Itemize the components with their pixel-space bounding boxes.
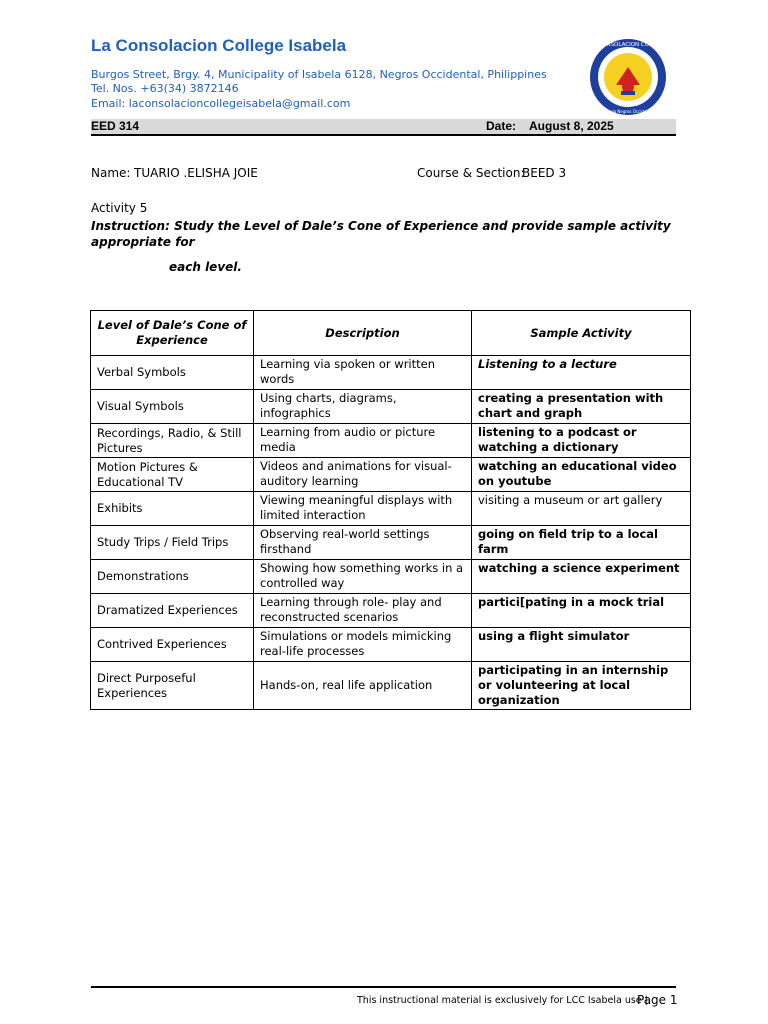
description-cell: Showing how something works in a controlled way [254,560,472,594]
description-cell: Using charts, diagrams, infographics [254,390,472,424]
description-cell: Learning via spoken or written words [254,356,472,390]
table-row [91,594,691,628]
activity-cell: going on field trip to a local farm [472,526,691,560]
activity-title: Activity 5 [91,201,148,215]
activity-cell: participating in an internship or volunteering at local organization [472,662,691,710]
activity-cell: watching an educational video on youtube [472,458,691,492]
activity-cell: listening to a podcast or watching a dictionary [472,424,691,458]
cone-of-experience-table [90,310,691,710]
table-row [91,526,691,560]
seal-subtext: Isabela Negros Occidental [601,109,655,114]
description-cell: Learning from audio or picture media [254,424,472,458]
date-value: August 8, 2025 [529,119,614,133]
level-cell: Dramatized Experiences [91,594,254,628]
level-cell: Exhibits [91,492,254,526]
level-cell: Contrived Experiences [91,628,254,662]
instruction-text: Instruction: Study the Level of Dale’s Cone of Experience and provide sample activity appropriate for [91,219,671,249]
level-cell: Motion Pictures & Educational TV [91,458,254,492]
course-code: EED 314 [91,119,140,133]
footer-divider [91,986,676,988]
description-cell: Learning through role- play and reconstructed scenarios [254,594,472,628]
table-row [91,560,691,594]
table-row [91,662,691,710]
college-address: Burgos Street, Brgy. 4, Municipality of Isabela 6128, Negros Occidental, Philippines [91,68,547,81]
course-section-value: BEED 3 [522,166,567,180]
seal-text: LA CONSOLACION COLLEGE [589,42,667,48]
level-cell: Study Trips / Field Trips [91,526,254,560]
header-sample-activity: Sample Activity [472,311,691,356]
level-cell: Visual Symbols [91,390,254,424]
college-tel: Tel. Nos. +63(34) 3872146 [91,82,239,95]
table-row [91,492,691,526]
name-value: TUARIO .ELISHA JOIE [134,166,258,180]
description-cell: Viewing meaningful displays with limited interaction [254,492,472,526]
course-section-label: Course & Section: [417,166,525,180]
table-row [91,356,691,390]
college-seal-icon [588,37,668,117]
instruction-text-cont: each level. [169,260,242,274]
level-cell: Direct Purposeful Experiences [91,662,254,710]
description-cell: Videos and animations for visual-auditory learning [254,458,472,492]
table-row [91,628,691,662]
footer-note: This instructional material is exclusively for LCC Isabela use | [357,995,648,1006]
date-label: Date: [486,119,517,133]
table-row [91,458,691,492]
description-cell: Observing real-world settings firsthand [254,526,472,560]
activity-cell: using a flight simulator [472,628,691,662]
header-description: Description [254,311,472,356]
description-cell: Simulations or models mimicking real-life processes [254,628,472,662]
level-cell: Verbal Symbols [91,356,254,390]
activity-cell: creating a presentation with chart and graph [472,390,691,424]
activity-cell: watching a science experiment [472,560,691,594]
table-row [91,390,691,424]
table-row [91,424,691,458]
table-header-row [91,311,691,356]
college-name: La Consolacion College Isabela [91,36,347,55]
activity-cell: partici[pating in a mock trial [472,594,691,628]
description-cell: Hands-on, real life application [254,662,472,710]
name-label: Name: [91,166,131,180]
header-level: Level of Dale’s Cone of Experience [91,311,254,356]
level-cell: Demonstrations [91,560,254,594]
level-cell: Recordings, Radio, & Still Pictures [91,424,254,458]
activity-cell: visiting a museum or art gallery [472,492,691,526]
college-email: Email: laconsolacioncollegeisabela@gmail.com [91,97,351,110]
activity-cell: Listening to a lecture [472,356,691,390]
page-number: Page 1 [637,993,678,1007]
